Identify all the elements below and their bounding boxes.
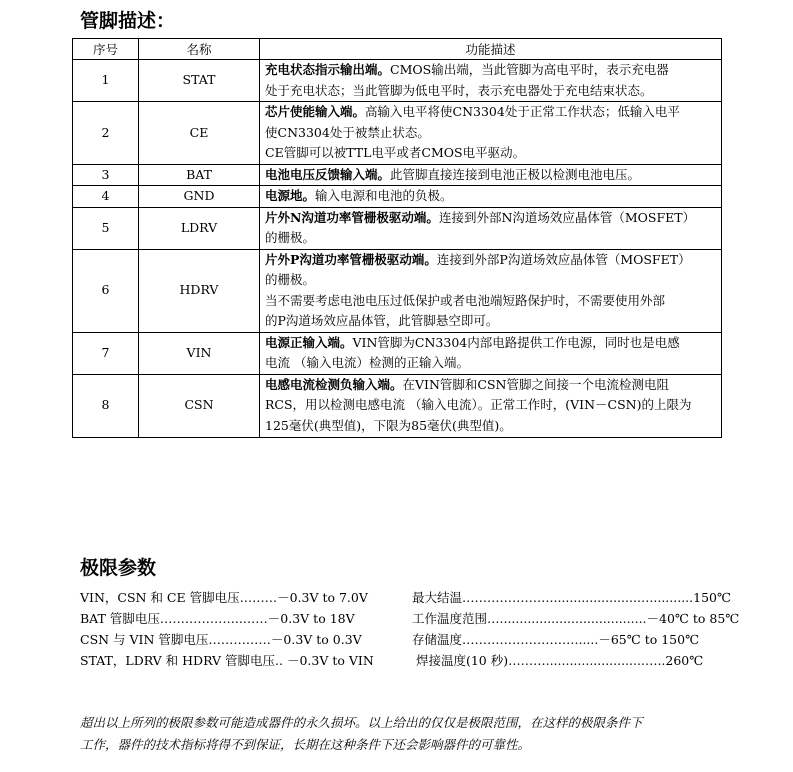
- limit-row: 焊接温度(10 秒)……….........................…..260℃: [412, 653, 704, 668]
- header-desc: 功能描述: [260, 39, 722, 60]
- limit-row: CSN 与 VIN 管脚电压……………－0.3V to 0.3V: [80, 632, 362, 647]
- pin-number: 1: [73, 60, 139, 102]
- pin-number: 3: [73, 164, 139, 186]
- table-header-row: [73, 39, 722, 60]
- description-line: 输入电源和电池的负极。: [315, 188, 453, 203]
- pin-name: GND: [139, 186, 260, 208]
- table-row: [73, 374, 722, 437]
- description-line: 的栅极。: [265, 272, 316, 287]
- warning-note: [80, 712, 720, 756]
- pin-name: CSN: [139, 374, 260, 437]
- description-line: VIN管脚为CN3304内部电路提供工作电源，同时也是电感: [352, 334, 680, 350]
- pin-name: LDRV: [139, 207, 260, 249]
- description-line: 处于充电状态；当此管脚为低电平时，表示充电器处于充电结束状态。: [265, 82, 653, 98]
- pin-name: HDRV: [139, 249, 260, 332]
- description-line: RCS，用以检测电感电流 （输入电流）。正常工作时，(VIN－CSN)的上限为: [265, 397, 692, 413]
- pin-name: BAT: [139, 164, 260, 186]
- limit-row: VIN，CSN 和 CE 管脚电压………－0.3V to 7.0V: [80, 590, 368, 605]
- note-line: 超出以上所列的极限参数可能造成器件的永久损坏。以上给出的仅仅是极限范围，在这样的极限条件下: [80, 715, 643, 730]
- pin-function-title: 充电状态指示输出端。: [265, 62, 391, 77]
- pin-number: 4: [73, 186, 139, 208]
- limit-row: 工作温度范围….....................................－40℃ to 85℃: [412, 611, 740, 626]
- pin-function-title: 电源地。: [265, 188, 316, 203]
- description-line: 此管脚直接连接到电池正极以检测电池电压。: [390, 166, 641, 182]
- pin-description: [260, 249, 722, 332]
- limits-left-column: [80, 587, 374, 671]
- pin-number: 6: [73, 249, 139, 332]
- pin-description-table: [72, 38, 722, 438]
- pin-number: 2: [73, 102, 139, 165]
- limit-row: STAT，LDRV 和 HDRV 管脚电压.. －0.3V to VIN: [80, 653, 374, 668]
- description-line: 高输入电平将使CN3304处于正常工作状态；低输入电平: [365, 104, 680, 119]
- pin-number: 8: [73, 374, 139, 437]
- description-line: 连接到外部P沟道场效应晶体管（MOSFET）: [436, 251, 691, 267]
- limit-row: 存储温度………………………......－65℃ to 150℃: [412, 632, 700, 647]
- pin-description: [260, 207, 722, 249]
- description-line: 在VIN管脚和CSN管脚之间接一个电流检测电阻: [402, 376, 669, 392]
- description-line: 的栅极。: [265, 230, 316, 245]
- description-line: 125毫伏(典型值)，下限为85毫伏(典型值)。: [265, 417, 512, 433]
- header-num: 序号: [73, 39, 139, 60]
- pin-description: [260, 102, 722, 165]
- description-line: 电流 （输入电流）检测的正输入端。: [265, 355, 469, 370]
- pin-description: [260, 186, 722, 208]
- pin-description: [260, 374, 722, 437]
- note-line: 工作，器件的技术指标将得不到保证，长期在这种条件下还会影响器件的可靠性。: [80, 737, 531, 752]
- table-row: [73, 164, 722, 186]
- limits-right-column: [412, 587, 739, 671]
- pin-description: [260, 332, 722, 374]
- table-row: [73, 249, 722, 332]
- pin-function-title: 电池电压反馈输入端。: [265, 166, 391, 182]
- pin-number: 5: [73, 207, 139, 249]
- table-row: [73, 332, 722, 374]
- pin-description: [260, 164, 722, 186]
- pin-number: 7: [73, 332, 139, 374]
- table-row: [73, 102, 722, 165]
- description-line: 连接到外部N沟道场效应晶体管（MOSFET）: [438, 209, 696, 225]
- description-line: 的P沟道场效应晶体管，此管脚悬空即可。: [265, 313, 499, 328]
- limit-row: 最大结温…………………......................…...........150℃: [412, 590, 731, 605]
- pin-function-title: 电感电流检测负输入端。: [265, 376, 403, 392]
- description-line: 当不需要考虑电池电压过低保护或者电池端短路保护时，不需要使用外部: [265, 292, 666, 308]
- description-line: 使CN3304处于被禁止状态。: [265, 124, 430, 140]
- pin-function-title: 电源正输入端。: [265, 334, 353, 350]
- pin-function-title: 芯片使能输入端。: [265, 104, 366, 119]
- table-row: [73, 207, 722, 249]
- table-row: [73, 60, 722, 102]
- pin-name: STAT: [139, 60, 260, 102]
- pin-function-title: 片外N沟道功率管栅极驱动端。: [265, 209, 439, 225]
- pin-name: CE: [139, 102, 260, 165]
- pin-description-heading: 管脚描述：: [80, 10, 176, 32]
- pin-name: VIN: [139, 332, 260, 374]
- limit-row: BAT 管脚电压………………..……－0.3V to 18V: [80, 611, 355, 626]
- description-line: CE管脚可以被TTL电平或者CMOS电平驱动。: [265, 145, 526, 160]
- description-line: CMOS输出端，当此管脚为高电平时，表示充电器: [390, 62, 669, 77]
- pin-description: [260, 60, 722, 102]
- table-row: [73, 186, 722, 208]
- header-name: 名称: [139, 39, 260, 60]
- pin-function-title: 片外P沟道功率管栅极驱动端。: [265, 251, 437, 267]
- absolute-maximum-ratings-heading: 极限参数: [80, 557, 157, 579]
